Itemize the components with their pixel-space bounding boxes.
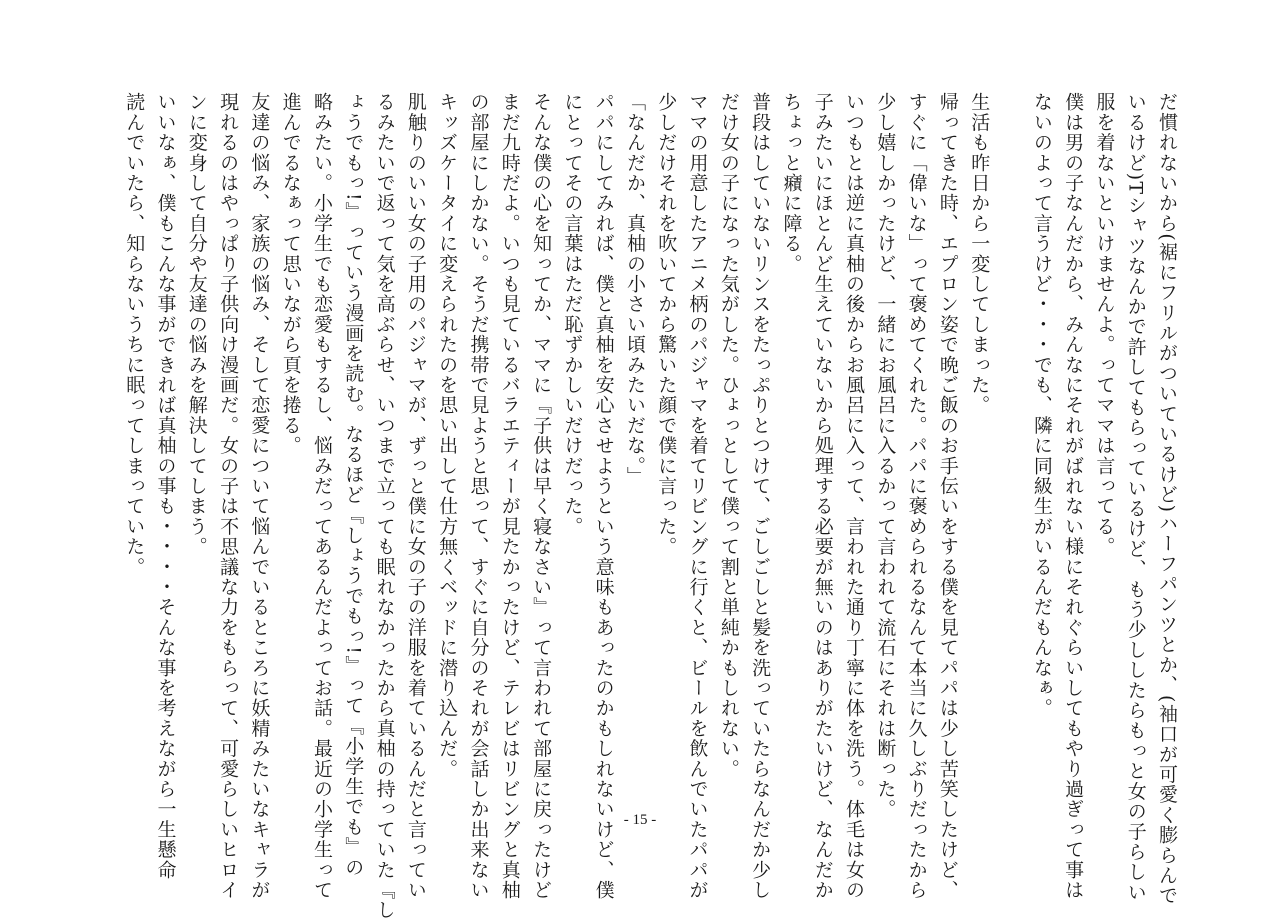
text-column: 友達の悩み、家族の悩み、そして恋愛について悩んでいるところに妖精みたいなキャラが <box>248 92 271 900</box>
text-column: 肌触りのいい女の子用のパジャマが、ずっと僕に女の子の洋服を着ているんだと言ってい <box>404 92 427 900</box>
text-column: ちょっと癪に障る。 <box>780 92 803 274</box>
text-column: 生活も昨日から一変してしまった。 <box>968 92 991 416</box>
text-column: キッズケータイに変えられたのを思い出して仕方無くベッドに潜り込んだ。 <box>436 92 459 779</box>
text-column: だけ女の子になった気がした。ひょっとして僕って割と単純かもしれない。 <box>717 92 740 779</box>
text-column: まだ九時だよ。いつも見ているバラエティーが見たかったけど、テレビはリビングと真柚 <box>498 92 521 900</box>
text-column: そんな僕の心を知ってか、ママに『子供は早く寝なさい』って言われて部屋に戻ったけど <box>530 92 553 900</box>
text-column: 普段はしていないリンスをたっぷりとつけて、ごしごしと髪を洗っていたらなんだか少し <box>749 92 772 900</box>
text-column: だ慣れないから(裾にフリルがついているけど)ハーフパンツとか、(袖口が可愛く膨らんで <box>1156 92 1178 906</box>
text-column: 少し嬉しかったけど、一緒にお風呂に入るかって言われて流石にそれは断った。 <box>874 92 897 820</box>
text-column: 「なんだか、真柚の小さい頃みたいだな。」 <box>623 92 646 487</box>
text-column: パパにしてみれば、僕と真柚を安心させようという意味もあったのかもしれないけど、僕 <box>592 92 615 900</box>
text-column: 進んでるなぁって思いながら頁を捲る。 <box>279 92 302 456</box>
text-column: ンに変身して自分や友達の悩みを解決してしまう。 <box>185 92 208 557</box>
text-column: ょうでもっ!』っていう漫画を読む。なるほど『しょうでもっ!』って『小学生でも』の <box>342 92 365 878</box>
text-column: 少しだけそれを吹いてから驚いた顔で僕に言った。 <box>655 92 678 557</box>
page-number: - 15 - <box>623 812 657 828</box>
text-column: 帰ってきた時、エプロン姿で晩ご飯のお手伝いをする僕を見てパパは少し苦笑したけど、 <box>936 92 959 900</box>
text-column: 服を着ないといけませんよ。ってママは言ってる。 <box>1093 92 1116 557</box>
text-column: いいなぁ、僕もこんな事ができれば真柚の事も・・・・そんな事を考えながら一生懸命 <box>154 92 177 880</box>
text-column: いるけど)Tシャツなんかで許してもらっているけど、もう少ししたらもっと女の子らしい <box>1124 92 1147 903</box>
text-column: 略みたい。小学生でも恋愛もするし、悩みだってあるんだよってお話。最近の小学生って <box>310 92 333 900</box>
text-column: 現れるのはやっぱり子供向け漫画だ。女の子は不思議な力をもらって、可愛らしいヒロイ <box>217 92 240 900</box>
text-column: ママの用意したアニメ柄のパジャマを着てリビングに行くと、ビールを飲んでいたパパが <box>686 92 709 900</box>
text-column: 読んでいたら、知らないうちに眠ってしまっていた。 <box>123 92 146 577</box>
text-column: いつもとは逆に真柚の後からお風呂に入って、言われた通り丁寧に体を洗う。体毛は女の <box>843 92 866 901</box>
text-column: すぐに「偉いな」って褒めてくれた。パパに褒められるなんて本当に久しぶりだったから <box>905 92 928 900</box>
text-column: 子みたいにほとんど生えていないから処理する必要が無いのはありがたいけど、なんだか <box>811 92 834 900</box>
text-column: 僕は男の子なんだから、みんなにそれがばれない様にそれぐらいしてもやり過ぎって事は <box>1062 92 1085 900</box>
text-column: にとってその言葉はただ恥ずかしいだけだった。 <box>561 92 584 537</box>
text-column: ないのよって言うけど・・・でも、隣に同級生がいるんだもんなぁ。 <box>1030 92 1053 719</box>
text-column: の部屋にしかない。そうだ携帯で見ようと思って、すぐに自分のそれが会話しか出来ない <box>467 92 490 900</box>
text-column: るみたいで返って気を高ぶらせ、いつまで立っても眠れなかったから真柚の持っていた『し <box>373 92 396 920</box>
